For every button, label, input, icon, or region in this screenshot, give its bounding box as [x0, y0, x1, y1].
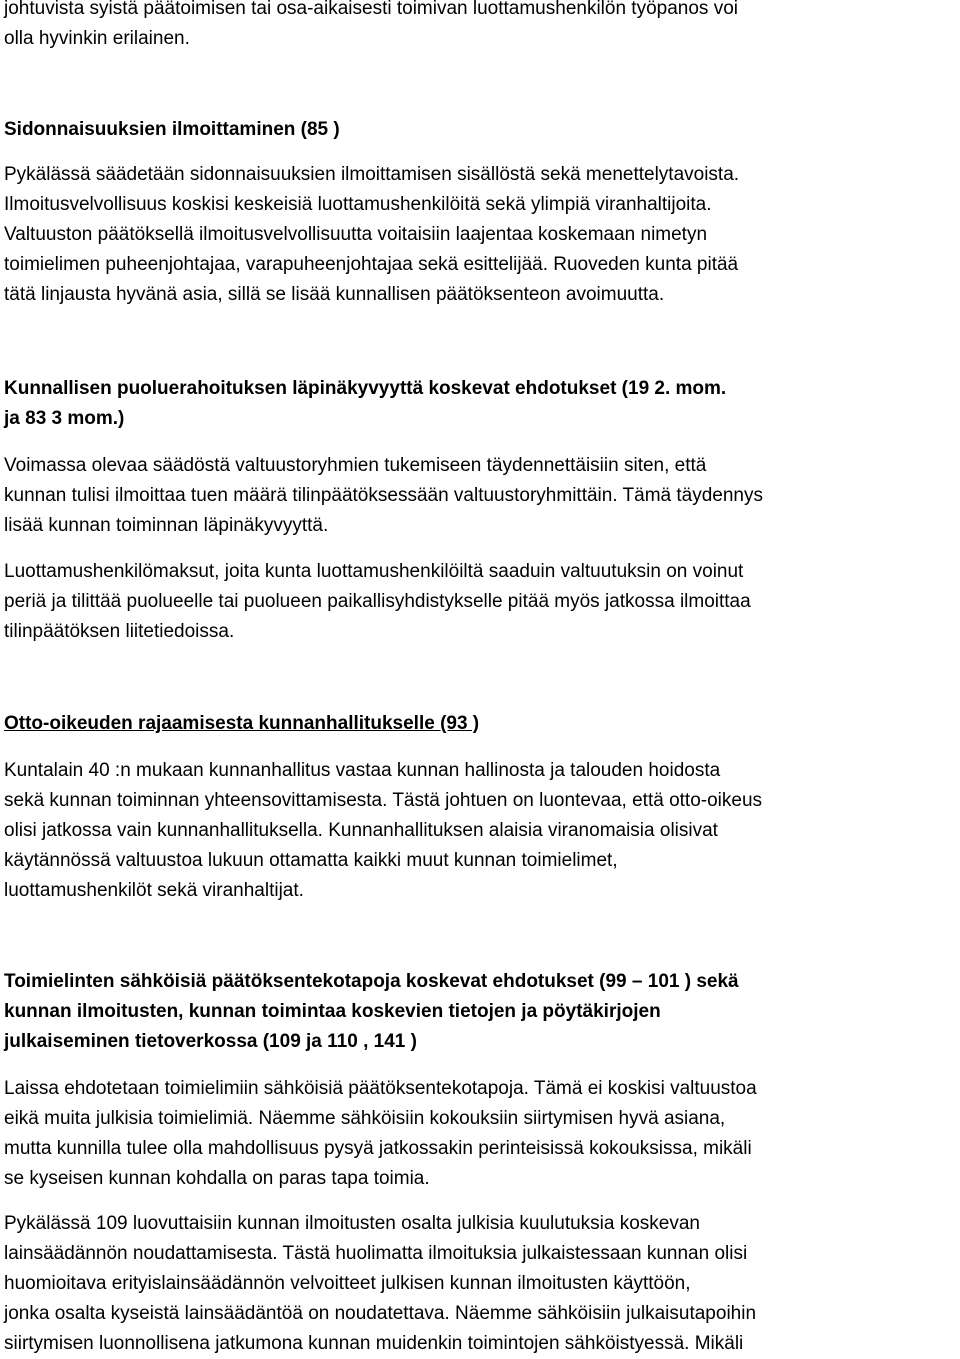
text-line: johtuvista syistä päätoimisen tai osa-aikaisesti toimivan luottamushenkilön työpanos voi: [4, 0, 738, 19]
section-heading: Kunnallisen puoluerahoituksen läpinäkyvyyttä koskevat ehdotukset (19 2. mom.: [4, 378, 727, 399]
text-line: olla hyvinkin erilainen.: [4, 28, 190, 49]
text-line: Voimassa olevaa säädöstä valtuustoryhmien tukemiseen täydennettäisiin siten, että: [4, 455, 707, 476]
text-line: siirtymisen luonnollisena jatkumona kunnan muidenkin toimintojen sähköistyessä. Mikäli: [4, 1333, 744, 1354]
section-heading: Otto-oikeuden rajaamisesta kunnanhallitukselle (93 ): [4, 713, 480, 734]
text-line: olisi jatkossa vain kunnanhallituksella. Kunnanhallituksen alaisia viranomaisia olisivat: [4, 820, 718, 841]
text-line: Pykälässä 109 luovuttaisiin kunnan ilmoitusten osalta julkisia kuulutuksia koskevan: [4, 1213, 700, 1234]
text-line: toimielimen puheenjohtajaa, varapuheenjohtajaa sekä esittelijää. Ruoveden kunta pitää: [4, 254, 739, 275]
text-line: luottamushenkilöt sekä viranhaltijat.: [4, 880, 304, 901]
text-line: se kyseisen kunnan kohdalla on paras tapa toimia.: [4, 1168, 430, 1189]
text-line: Kuntalain 40 :n mukaan kunnanhallitus vastaa kunnan hallinosta ja talouden hoidosta: [4, 760, 721, 781]
text-line: kunnan tulisi ilmoittaa tuen määrä tilinpäätöksessään valtuustoryhmittäin. Tämä täydennys: [4, 485, 763, 506]
text-line: huomioitava erityislainsäädännön velvoitteet julkisen kunnan ilmoitusten käyttöön,: [4, 1273, 691, 1294]
text-line: mutta kunnilla tulee olla mahdollisuus pysyä jatkossakin perinteisissä kokouksissa, mikäli: [4, 1138, 752, 1159]
section-heading: Toimielinten sähköisiä päätöksentekotapoja koskevat ehdotukset (99 – 101 ) sekä: [4, 971, 739, 992]
text-line: periä ja tilittää puolueelle tai puolueen paikallisyhdistykselle pitää myös jatkossa ilmoittaa: [4, 591, 751, 612]
text-line: tätä linjausta hyvänä asia, sillä se lisää kunnallisen päätöksenteon avoimuutta.: [4, 284, 665, 305]
section-heading: ja 83 3 mom.): [4, 408, 125, 429]
text-line: Ilmoitusvelvollisuus koskisi keskeisiä luottamushenkilöitä sekä ylimpiä viranhaltijoita.: [4, 194, 712, 215]
section-heading: julkaiseminen tietoverkossa (109 ja 110 , 141 ): [4, 1031, 417, 1052]
section-heading: kunnan ilmoitusten, kunnan toimintaa koskevien tietojen ja pöytäkirjojen: [4, 1001, 661, 1022]
text-line: sekä kunnan toiminnan yhteensovittamisesta. Tästä johtuen on luontevaa, että otto-oikeus: [4, 790, 763, 811]
text-line: tilinpäätöksen liitetiedoissa.: [4, 621, 235, 642]
text-line: eikä muita julkisia toimielimiä. Näemme sähköisiin kokouksiin siirtymisen hyvä asiana,: [4, 1108, 726, 1129]
text-line: käytännössä valtuustoa lukuun ottamatta kaikki muut kunnan toimielimet,: [4, 850, 618, 871]
text-line: lainsäädännön noudattamisesta. Tästä huolimatta ilmoituksia julkaistessaan kunnan olisi: [4, 1243, 748, 1264]
text-line: Pykälässä säädetään sidonnaisuuksien ilmoittamisen sisällöstä sekä menettelytavoista.: [4, 164, 740, 185]
text-line: Luottamushenkilömaksut, joita kunta luottamushenkilöiltä saaduin valtuutuksin on voinut: [4, 561, 744, 582]
text-line: Laissa ehdotetaan toimielimiin sähköisiä päätöksentekotapoja. Tämä ei koskisi valtuustoa: [4, 1078, 757, 1099]
text-line: jonka osalta kyseistä lainsäädäntöä on noudatettava. Näemme sähköisiin julkaisutapoihin: [4, 1303, 757, 1324]
text-line: Valtuuston päätöksellä ilmoitusvelvollisuutta voitaisiin laajentaa koskemaan nimetyn: [4, 224, 708, 245]
section-heading: Sidonnaisuuksien ilmoittaminen (85 ): [4, 119, 340, 140]
text-line: lisää kunnan toiminnan läpinäkyvyyttä.: [4, 515, 329, 536]
